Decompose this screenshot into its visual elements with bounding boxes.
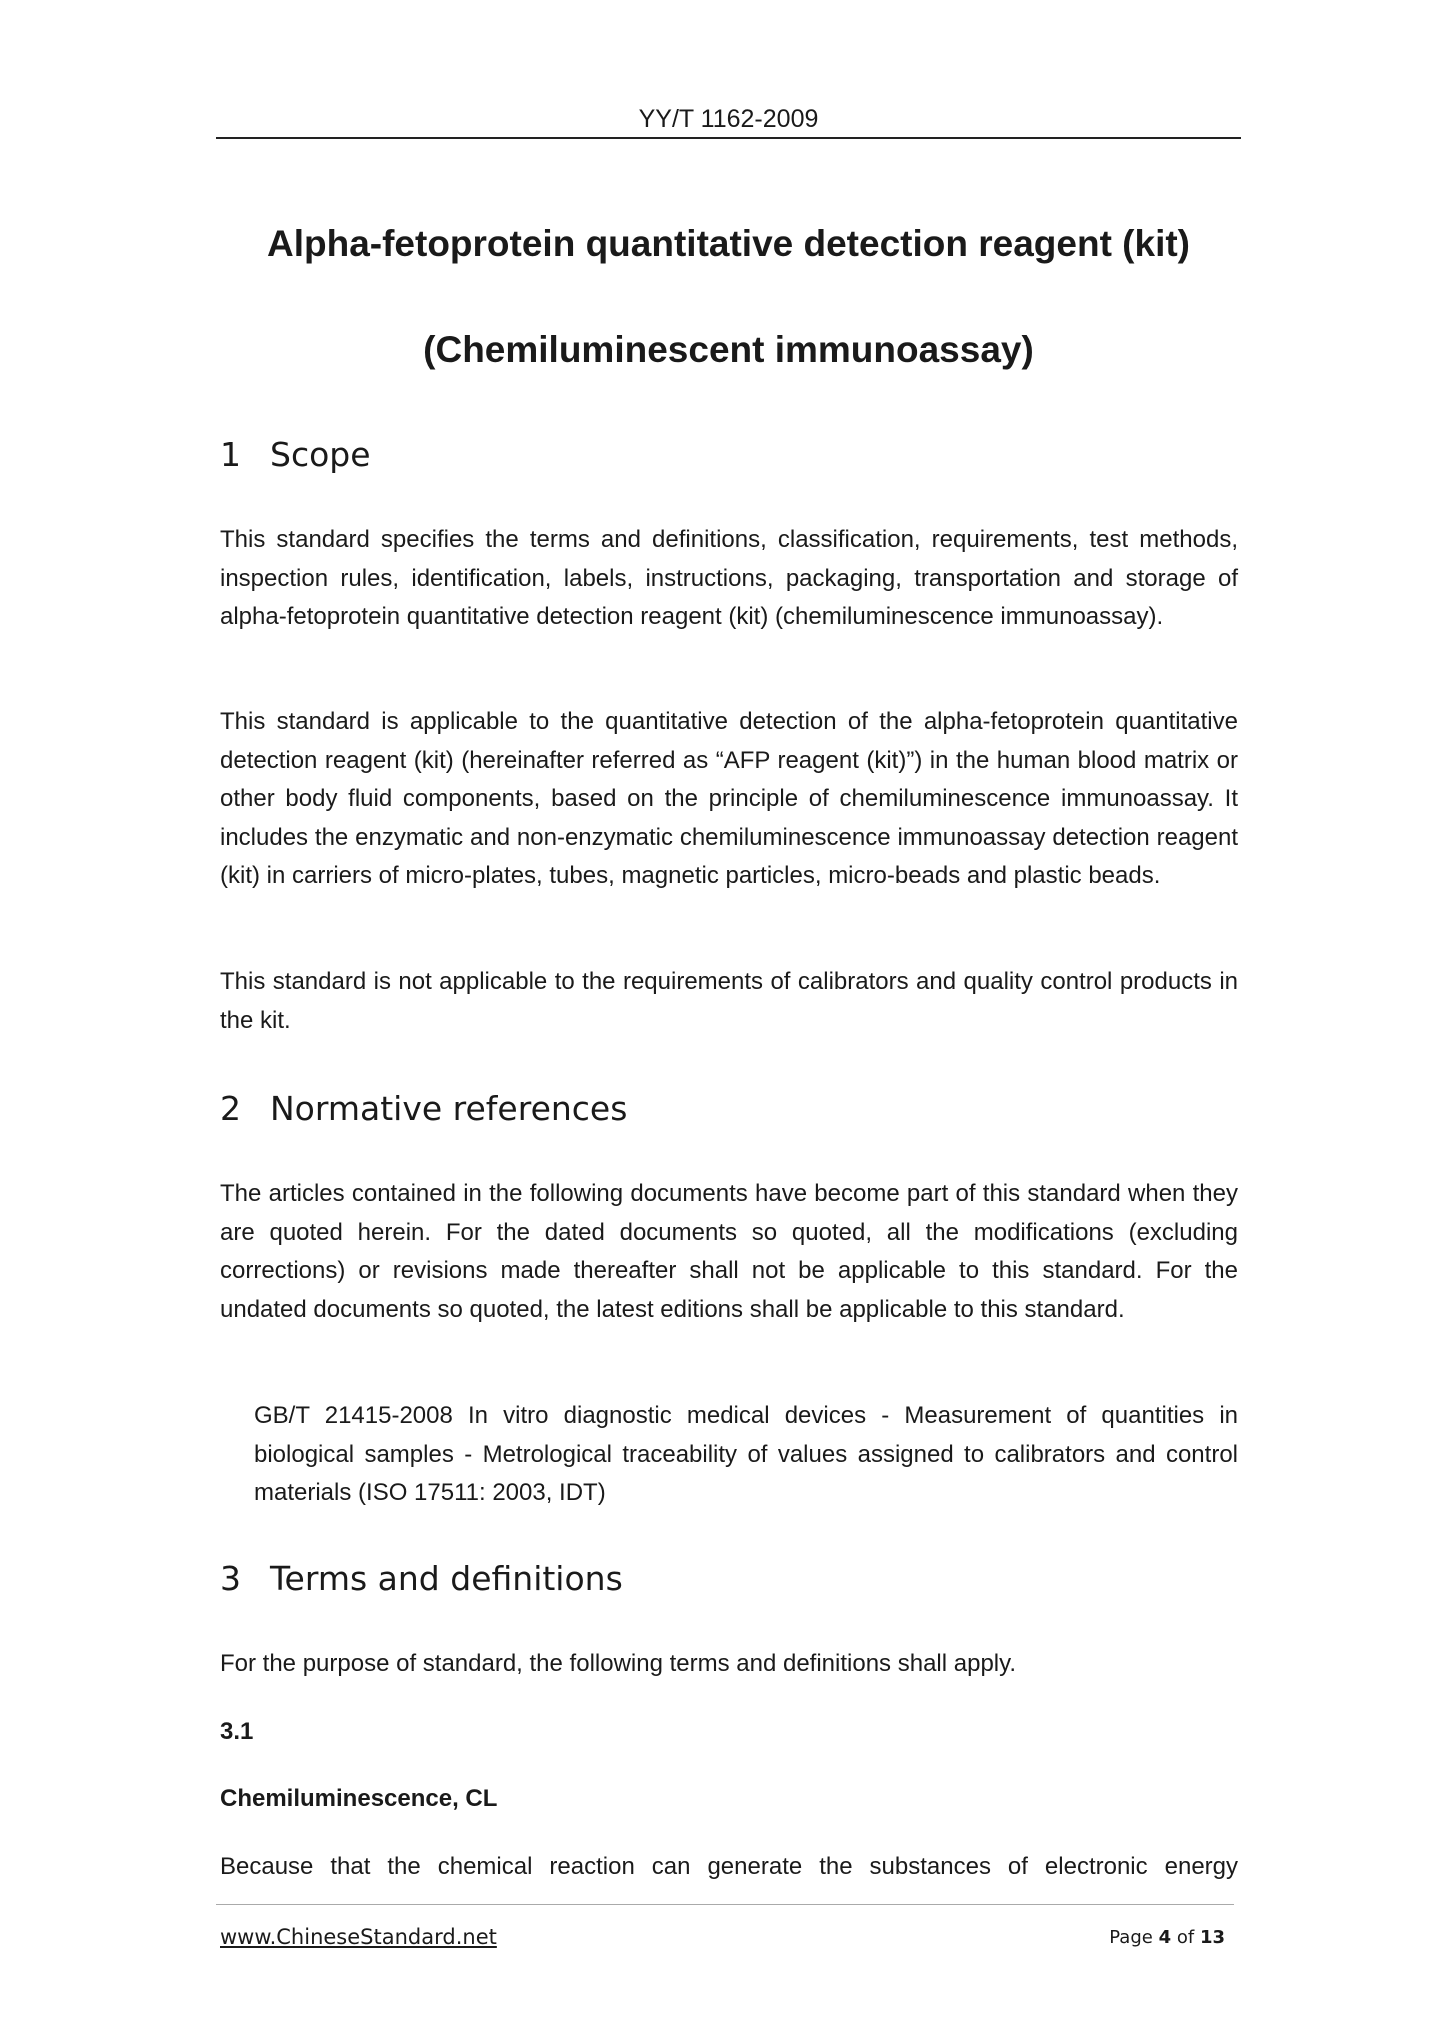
- section-number: 1: [220, 435, 241, 474]
- term-number: 3.1: [220, 1718, 254, 1745]
- section-title: Normative references: [270, 1089, 628, 1128]
- document-title-line-1: Alpha-fetoprotein quantitative detection reagent (kit): [267, 223, 1190, 264]
- scope-paragraph-2: This standard is applicable to the quantitative detection of the alpha-fetoprotein quantitative detection reagent (kit) (hereinafter referred as “AFP reagent (kit)”) in the human blood matrix or other body fluid components, based on the principle of chemiluminescence immunoassay. It includes the enzymatic and non-enzymatic chemiluminescence immunoassay detection reagent (kit) in carriers of micro-plates, tubes, magnetic particles, micro-beads and plastic beads.: [220, 708, 1238, 889]
- section-title: Terms and definitions: [270, 1559, 623, 1598]
- page-word: Page: [1109, 1927, 1153, 1948]
- header-code: YY/T 1162-2009: [638, 105, 819, 133]
- header-rule: [216, 137, 1241, 139]
- normative-paragraph: The articles contained in the following documents have become part of this standard when they are quoted herein. For the dated documents so quoted, all the modifications (excluding corrections) or revisions made thereafter shall not be applicable to this standard. For the undated documents so quoted, the latest editions shall be applicable to this standard.: [220, 1180, 1238, 1323]
- terms-paragraph: For the purpose of standard, the following terms and definitions shall apply.: [220, 1650, 1017, 1677]
- section-heading-normative-references: [220, 1087, 627, 1131]
- section-number: 3: [220, 1559, 241, 1598]
- footer-rule: [216, 1904, 1234, 1905]
- page-current: 4: [1158, 1927, 1172, 1948]
- page-indicator: [1109, 1926, 1225, 1950]
- scope-paragraph-3: This standard is not applicable to the requirements of calibrators and quality control products in the kit.: [220, 968, 1238, 1034]
- section-heading-terms-definitions: [220, 1557, 623, 1601]
- section-title: Scope: [270, 435, 371, 474]
- term-definition: Because that the chemical reaction can generate the substances of electronic energy: [220, 1853, 1238, 1880]
- footer-website-link[interactable]: www.ChineseStandard.net: [220, 1925, 497, 1949]
- document-title-line-2: (Chemiluminescent immunoassay): [423, 329, 1034, 370]
- page-of: of: [1176, 1927, 1195, 1948]
- scope-paragraph-1: This standard specifies the terms and definitions, classification, requirements, test methods, inspection rules, identification, labels, instructions, packaging, transportation and storage of alpha-fetoprotein quantitative detection reagent (kit) (chemiluminescence immunoassay).: [220, 526, 1238, 630]
- page-total: 13: [1199, 1927, 1225, 1948]
- section-heading-scope: [220, 433, 371, 477]
- term-name: Chemiluminescence, CL: [220, 1785, 498, 1812]
- normative-reference-gbt-21415: GB/T 21415-2008 In vitro diagnostic medical devices - Measurement of quantities in biological samples - Metrological traceability of values assigned to calibrators and control materials (ISO 17511: 2003, IDT): [254, 1402, 1238, 1506]
- section-number: 2: [220, 1089, 241, 1128]
